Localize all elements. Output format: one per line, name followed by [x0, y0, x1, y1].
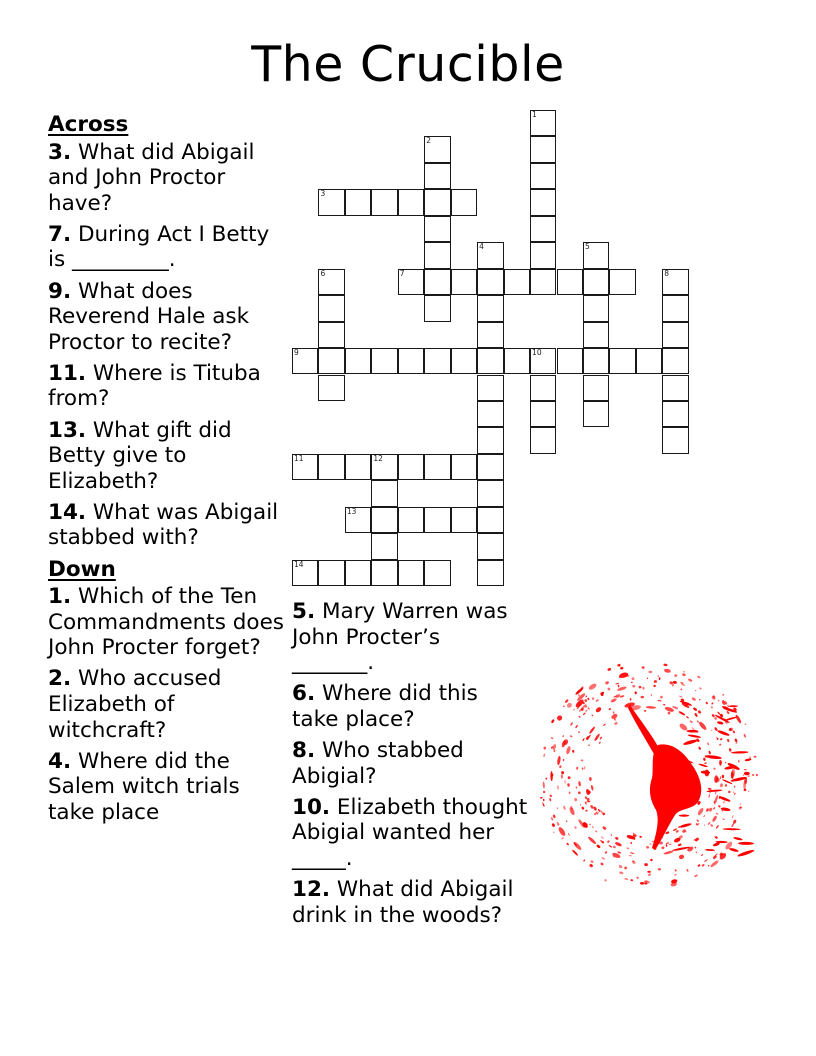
grid-cell[interactable]	[424, 216, 450, 242]
grid-cell[interactable]	[345, 348, 371, 374]
grid-cell[interactable]	[424, 163, 450, 189]
down-clue-5: 5. Mary Warren was John Procter’s _______.	[292, 599, 508, 676]
clues-right-column	[292, 599, 528, 934]
grid-cell[interactable]	[477, 348, 503, 374]
cell-number: 11	[294, 453, 304, 463]
down-clue-6: 6. Where did this take place?	[292, 681, 478, 732]
grid-cell[interactable]	[318, 454, 344, 480]
grid-cell[interactable]	[398, 348, 424, 374]
grid-cell[interactable]	[318, 189, 344, 215]
grid-cell[interactable]	[398, 560, 424, 586]
down-clue-8: 8. Who stabbed Abigial?	[292, 737, 464, 789]
cell-number: 10	[532, 348, 542, 358]
cell-number: 5	[584, 242, 590, 252]
grid-cell[interactable]	[451, 348, 477, 374]
grid-cell[interactable]	[424, 560, 450, 586]
cell-number: 1	[532, 110, 537, 119]
grid-cell[interactable]	[451, 269, 477, 295]
across-clue-11: 11. Where is Tituba from?	[48, 360, 261, 412]
grid-cell[interactable]	[557, 269, 583, 295]
grid-cell[interactable]	[318, 560, 344, 586]
grid-cell[interactable]	[424, 242, 450, 268]
down-clue-12: 12. What did Abigail drink in the woods?	[292, 876, 514, 928]
grid-cell[interactable]	[318, 375, 344, 401]
grid-cell[interactable]	[583, 295, 609, 321]
grid-cell[interactable]	[530, 401, 556, 427]
grid-cell[interactable]	[292, 454, 318, 480]
grid-cell[interactable]	[477, 269, 503, 295]
grid-cell[interactable]	[662, 295, 688, 321]
grid-cell[interactable]	[477, 242, 503, 268]
grid-cell[interactable]	[530, 110, 556, 136]
grid-cell[interactable]	[662, 322, 688, 348]
grid-cell[interactable]	[345, 507, 371, 533]
grid-cell[interactable]	[424, 136, 450, 162]
grid-cell[interactable]	[477, 427, 503, 453]
cell-number: 2	[426, 136, 432, 146]
grid-cell[interactable]	[371, 348, 397, 374]
grid-cell[interactable]	[424, 295, 450, 321]
grid-cell[interactable]	[557, 348, 583, 374]
page-title: The Crucible	[251, 36, 565, 93]
cell-number: 7	[399, 268, 405, 278]
grid-cell[interactable]	[583, 242, 609, 268]
clues-left-column	[48, 112, 284, 831]
grid-cell[interactable]	[292, 348, 318, 374]
cell-number: 14	[294, 559, 304, 569]
grid-cell[interactable]	[583, 322, 609, 348]
grid-cell[interactable]	[583, 348, 609, 374]
grid-cell[interactable]	[504, 269, 530, 295]
cell-number: 6	[320, 268, 326, 278]
grid-cell[interactable]	[371, 560, 397, 586]
grid-cell[interactable]	[371, 480, 397, 506]
grid-cell[interactable]	[662, 427, 688, 453]
cell-number: 3	[320, 189, 326, 199]
across-clue-7: 7. During Act I Betty is _________.	[48, 221, 270, 273]
grid-cell[interactable]	[398, 507, 424, 533]
grid-cell[interactable]	[609, 269, 635, 295]
grid-cell[interactable]	[530, 348, 556, 374]
grid-cell[interactable]	[477, 322, 503, 348]
down-clue-1: 1. Which of the Ten Commandments does John Procter forget?	[48, 584, 284, 661]
down-clue-2: 2. Who accused Elizabeth of witchcraft?	[48, 666, 222, 743]
down-clue-10: 10. Elizabeth thought Abigial wanted her _____.	[292, 794, 528, 871]
grid-cell[interactable]	[398, 454, 424, 480]
across-clue-13: 13. What gift did Betty give to Elizabeth?	[48, 417, 232, 494]
grid-cell[interactable]	[318, 269, 344, 295]
grid-cell[interactable]	[371, 533, 397, 559]
grid-cell[interactable]	[318, 295, 344, 321]
grid-cell[interactable]	[530, 375, 556, 401]
grid-cell[interactable]	[398, 269, 424, 295]
grid-cell[interactable]	[477, 295, 503, 321]
grid-cell[interactable]	[477, 375, 503, 401]
grid-cell[interactable]	[662, 269, 688, 295]
grid-cell[interactable]	[530, 216, 556, 242]
grid-cell[interactable]	[477, 454, 503, 480]
grid-cell[interactable]	[424, 189, 450, 215]
grid-cell[interactable]	[662, 401, 688, 427]
across-clue-9: 9. What does Reverend Hale ask Proctor to recite?	[48, 278, 250, 355]
cell-number: 12	[373, 453, 383, 463]
grid-cell[interactable]	[530, 269, 556, 295]
grid-cell[interactable]	[345, 189, 371, 215]
grid-cell[interactable]	[530, 163, 556, 189]
across-clue-3: 3. What did Abigail and John Proctor have?	[48, 139, 255, 216]
grid-cell[interactable]	[477, 401, 503, 427]
grid-cell[interactable]	[345, 560, 371, 586]
grid-cell[interactable]	[583, 375, 609, 401]
grid-cell[interactable]	[424, 454, 450, 480]
grid-cell[interactable]	[318, 348, 344, 374]
grid-cell[interactable]	[424, 348, 450, 374]
grid-cell[interactable]	[583, 269, 609, 295]
grid-cell[interactable]	[424, 269, 450, 295]
grid-cell[interactable]	[530, 136, 556, 162]
grid-cell[interactable]	[636, 348, 662, 374]
down-heading: Down	[48, 556, 116, 582]
grid-cell[interactable]	[371, 507, 397, 533]
grid-cell[interactable]	[371, 189, 397, 215]
grid-cell[interactable]	[530, 242, 556, 268]
grid-cell[interactable]	[451, 507, 477, 533]
grid-cell[interactable]	[477, 480, 503, 506]
grid-cell[interactable]	[662, 348, 688, 374]
cell-number: 13	[346, 506, 357, 516]
grid-cell[interactable]	[530, 189, 556, 215]
grid-cell[interactable]	[477, 533, 503, 559]
grid-cell[interactable]	[345, 454, 371, 480]
cell-number: 8	[664, 268, 670, 278]
grid-cell[interactable]	[371, 454, 397, 480]
grid-cell[interactable]	[477, 507, 503, 533]
cell-number: 9	[294, 348, 299, 358]
grid-cell[interactable]	[504, 348, 530, 374]
across-heading: Across	[48, 112, 129, 137]
grid-cell[interactable]	[424, 507, 450, 533]
grid-cell[interactable]	[583, 401, 609, 427]
grid-cell[interactable]	[292, 560, 318, 586]
across-clue-14: 14. What was Abigail stabbed with?	[48, 499, 279, 551]
grid-cell[interactable]	[398, 189, 424, 215]
grid-cell[interactable]	[662, 375, 688, 401]
grid-cell[interactable]	[318, 322, 344, 348]
grid-cell[interactable]	[451, 189, 477, 215]
grid-cell[interactable]	[477, 560, 503, 586]
grid-cell[interactable]	[530, 427, 556, 453]
grid-cell[interactable]	[451, 454, 477, 480]
blood-splatter-image	[530, 650, 775, 890]
cell-number: 4	[479, 242, 484, 252]
down-clue-4: 4. Where did the Salem witch trials take place	[48, 748, 240, 825]
grid-cell[interactable]	[609, 348, 635, 374]
